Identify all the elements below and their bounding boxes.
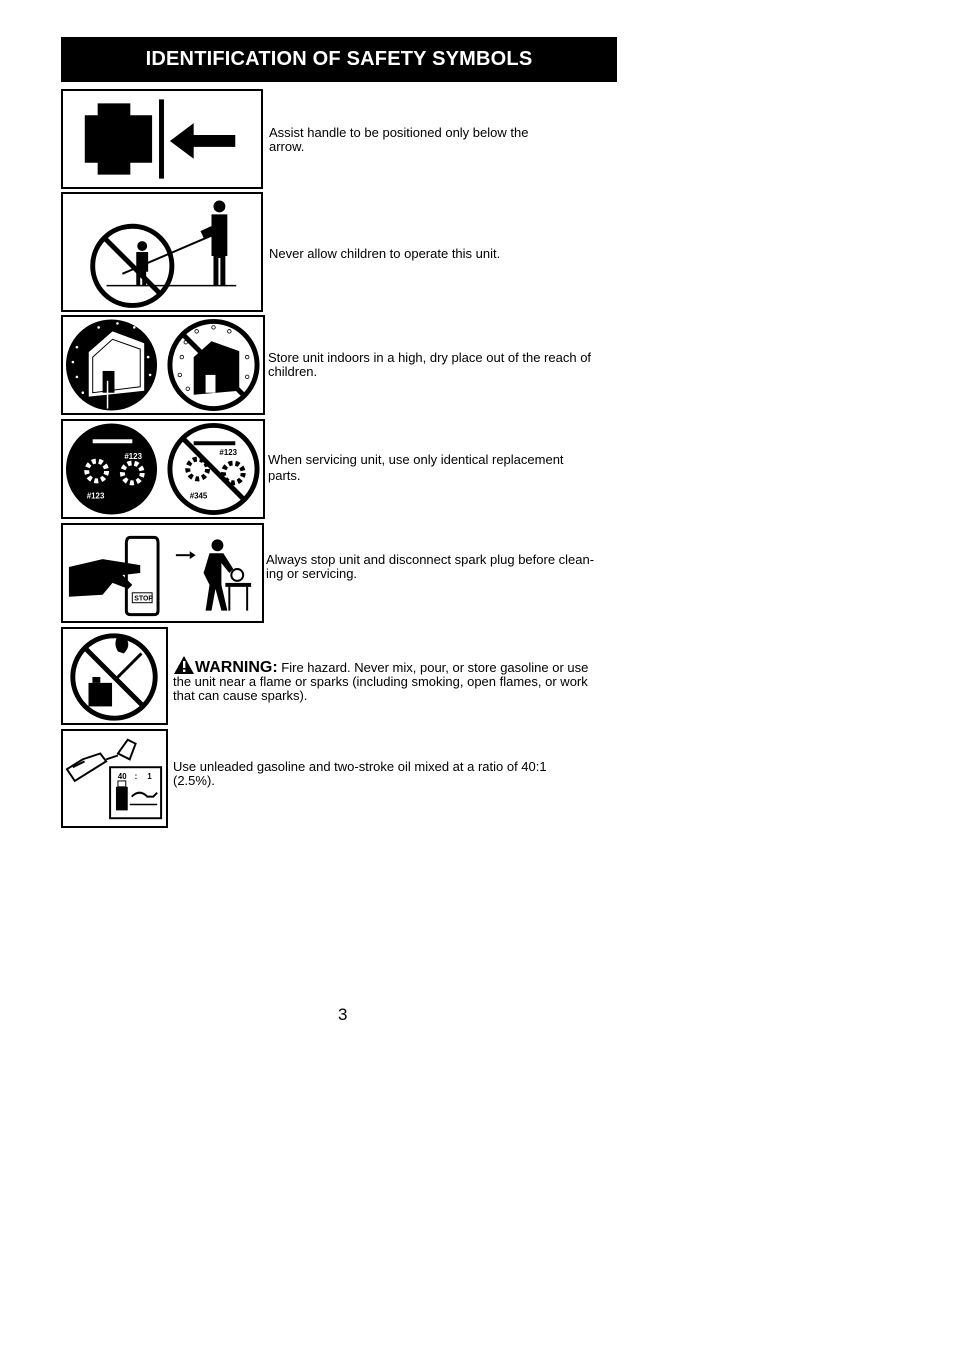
- ratio-40: 40: [117, 771, 127, 781]
- part-label-2: #123: [86, 491, 105, 501]
- ratio-colon: :: [134, 771, 138, 781]
- warning-text: [173, 655, 603, 703]
- ratio-1: 1: [147, 771, 152, 781]
- warning-label: WARNING:: [195, 659, 278, 676]
- symbol-text-stop: Always stop unit and disconnect spark plug before clean-ing or servicing.: [266, 552, 595, 581]
- part-label-4: #345: [189, 491, 208, 501]
- replacement-parts-icon: [61, 419, 265, 519]
- symbol-text-children: Never allow children to operate this unit.: [269, 246, 501, 261]
- part-label-1: #123: [124, 452, 142, 462]
- fire-hazard-icon: [61, 627, 168, 725]
- symbol-text-store: Store unit indoors in a high, dry place out of the reach of children.: [268, 350, 592, 379]
- handle-position-icon: [61, 89, 263, 189]
- stop-unit-icon: [61, 523, 264, 623]
- symbol-text-parts: When servicing unit, use only identical replacement parts.: [268, 452, 564, 483]
- part-label-3: #123: [219, 448, 238, 458]
- stop-label: STOP: [134, 595, 154, 603]
- no-children-icon: [61, 192, 263, 312]
- symbol-text-handle: Assist handle to be positioned only below the arrow.: [269, 125, 529, 154]
- store-indoors-icon: [61, 315, 265, 415]
- page-number: 3: [338, 1005, 348, 1024]
- warning-body: Fire hazard. Never mix, pour, or store gasoline or use the unit near a flame or sparks (including smoking, open flames, or work that can cause sparks).: [173, 660, 589, 703]
- fuel-mix-icon: [61, 729, 168, 828]
- warning-triangle-icon: [173, 655, 195, 675]
- symbol-text-fuel: Use unleaded gasoline and two-stroke oil mixed at a ratio of 40:1 (2.5%).: [173, 759, 547, 788]
- page-title: IDENTIFICATION OF SAFETY SYMBOLS: [61, 37, 617, 82]
